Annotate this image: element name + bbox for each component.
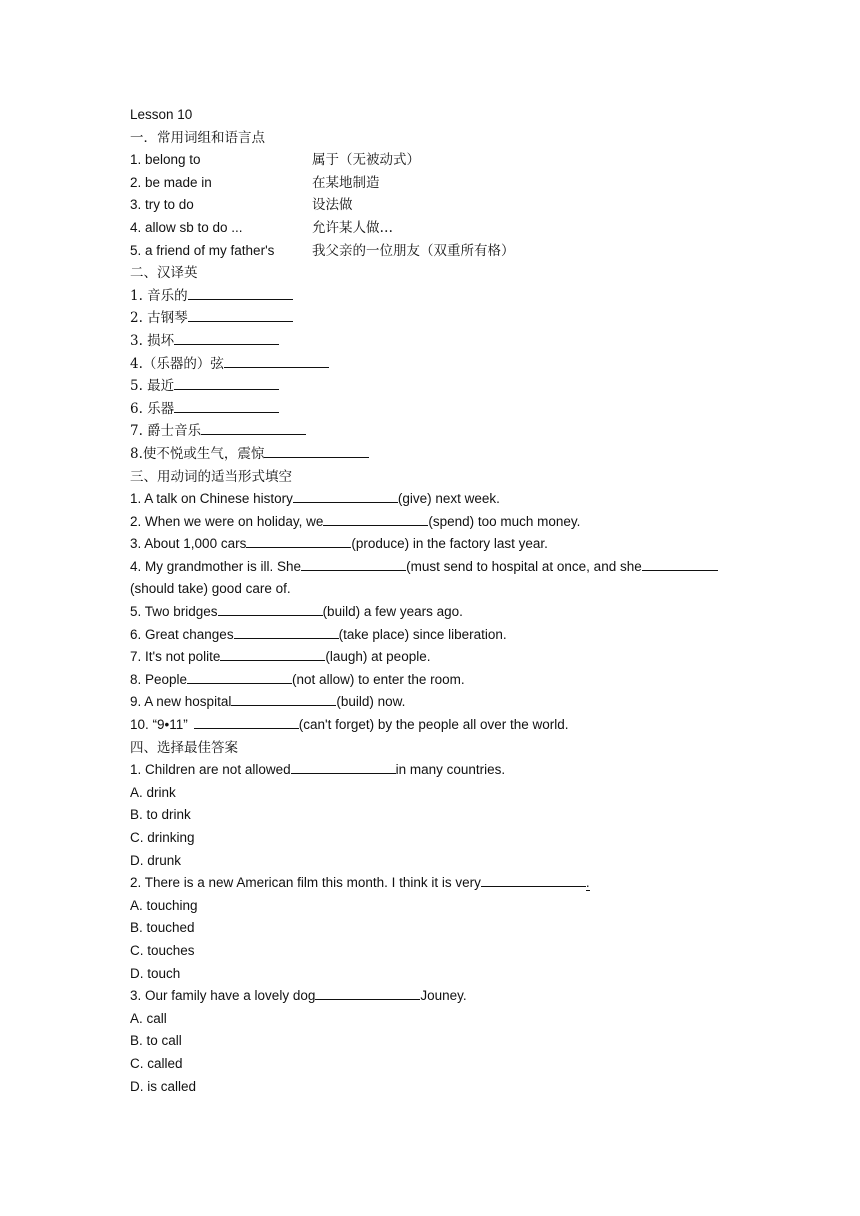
section1-heading: 一．常用词组和语言点 (130, 129, 265, 146)
translation-item (130, 375, 770, 398)
choice-option[interactable]: C. drinking (130, 830, 195, 845)
choice-option[interactable]: A. touching (130, 897, 198, 913)
answer-blank[interactable] (174, 375, 279, 390)
choice-option[interactable]: A. call (130, 1010, 167, 1026)
fill-question (130, 691, 770, 714)
choice-question (130, 985, 770, 1008)
choice-option[interactable]: C. touches (130, 942, 195, 958)
question-text: (spend) too much money. (428, 513, 581, 529)
answer-blank[interactable] (201, 420, 306, 435)
answer-blank[interactable] (218, 601, 323, 616)
translation-prompt: 3. 损坏 (130, 332, 175, 349)
phrase-row (130, 194, 770, 217)
choice-question (130, 759, 770, 782)
answer-blank[interactable] (174, 398, 279, 413)
answer-blank[interactable] (234, 624, 339, 639)
question-text: 5. Two bridges (130, 604, 218, 620)
phrase-meaning: 设法做 (312, 197, 353, 214)
phrase-meaning: 我父亲的一位朋友（双重所有格） (312, 242, 515, 259)
answer-blank[interactable] (481, 872, 586, 887)
choice-option[interactable]: D. drunk (130, 852, 182, 868)
fill-question (130, 488, 770, 511)
question-text: 2. There is a new American film this month. I think it is very (130, 875, 481, 891)
translation-prompt: 6. 乐器 (130, 400, 175, 417)
question-text: in many countries. (395, 762, 506, 778)
choice-option[interactable]: B. to call (130, 1033, 182, 1049)
translation-item (130, 330, 770, 353)
translation-item (130, 398, 770, 421)
question-text: 7. It's not polite (130, 649, 221, 665)
question-text: (give) next week. (397, 491, 500, 507)
translation-prompt: 2. 古钢琴 (130, 310, 188, 327)
choice-option[interactable]: C. called (130, 1055, 183, 1071)
phrase-row (130, 149, 770, 172)
question-text: (can't forget) by the people all over the world. (298, 717, 569, 733)
choice-option[interactable]: D. is called (130, 1078, 197, 1094)
fill-question (130, 714, 770, 737)
lesson-title: Lesson 10 (130, 107, 193, 122)
question-text: 3. About 1,000 cars (130, 536, 247, 552)
answer-blank[interactable] (323, 511, 428, 526)
question-text: (should take) good care of. (130, 581, 291, 597)
worksheet (130, 104, 770, 1098)
section3-heading: 三、用动词的适当形式填空 (130, 468, 292, 485)
question-text: 3. Our family have a lovely dog (130, 988, 316, 1004)
question-text: (produce) in the factory last year. (351, 536, 548, 552)
phrase-term: 5. a friend of my father's (130, 242, 275, 258)
section4-heading: 四、选择最佳答案 (130, 739, 238, 756)
fill-question (130, 646, 770, 669)
question-text: 8. People (130, 671, 188, 687)
phrase-term: 2. be made in (130, 174, 212, 190)
translation-prompt: 5. 最近 (130, 378, 175, 395)
answer-blank[interactable] (315, 985, 420, 1000)
answer-blank[interactable] (301, 556, 406, 571)
answer-blank[interactable] (293, 488, 398, 503)
question-text: 10. “9•11” (130, 717, 188, 733)
fill-question-continued (130, 578, 770, 601)
translation-prompt: 4.（乐器的）弦 (130, 355, 224, 372)
phrase-row (130, 217, 770, 240)
answer-blank[interactable] (174, 330, 279, 345)
question-text: (build) now. (336, 694, 406, 710)
fill-question (130, 511, 770, 534)
question-text: (take place) since liberation. (338, 626, 507, 642)
question-text: Jouney. (420, 988, 467, 1004)
answer-blank[interactable] (188, 307, 293, 322)
phrase-meaning: 允许某人做… (312, 219, 393, 236)
choice-option[interactable]: B. to drink (130, 807, 191, 823)
question-text: (not allow) to enter the room. (292, 671, 465, 687)
section2-heading: 二、汉译英 (130, 265, 198, 282)
answer-blank[interactable] (224, 353, 329, 368)
answer-blank[interactable] (231, 691, 336, 706)
answer-blank[interactable] (188, 285, 293, 300)
question-text: 1. A talk on Chinese history (130, 491, 293, 507)
phrase-term: 3. try to do (130, 197, 194, 213)
translation-prompt: 7. 爵士音乐 (130, 423, 202, 440)
answer-blank[interactable] (291, 759, 396, 774)
translation-item (130, 353, 770, 376)
translation-prompt: 8.使不悦或生气，震惊 (130, 445, 265, 462)
answer-blank[interactable] (194, 714, 299, 729)
phrase-row (130, 172, 770, 195)
question-text: 4. My grandmother is ill. She (130, 558, 302, 574)
phrase-meaning: 在某地制造 (312, 174, 380, 191)
answer-blank[interactable] (187, 669, 292, 684)
question-text: 2. When we were on holiday, we (130, 513, 324, 529)
translation-prompt: 1. 音乐的 (130, 287, 188, 304)
choice-option[interactable]: A. drink (130, 784, 176, 800)
fill-question (130, 533, 770, 556)
question-text: (laugh) at people. (325, 649, 431, 665)
question-text: 6. Great changes (130, 626, 234, 642)
answer-blank[interactable] (642, 556, 718, 571)
question-text: (build) a few years ago. (322, 604, 463, 620)
translation-item (130, 285, 770, 308)
fill-question (130, 624, 770, 647)
phrase-meaning: 属于（无被动式） (312, 152, 420, 169)
phrase-row (130, 240, 770, 263)
translation-item (130, 420, 770, 443)
question-text: (must send to hospital at once, and she (406, 558, 642, 574)
fill-question (130, 556, 770, 579)
answer-blank[interactable] (246, 533, 351, 548)
choice-option[interactable]: B. touched (130, 920, 195, 936)
question-text: . (585, 875, 590, 891)
question-text: 1. Children are not allowed (130, 762, 291, 778)
question-text: 9. A new hospital (130, 694, 232, 710)
answer-blank[interactable] (220, 646, 325, 661)
choice-option[interactable]: D. touch (130, 965, 181, 981)
fill-question (130, 669, 770, 692)
choice-question (130, 872, 770, 895)
fill-question (130, 601, 770, 624)
answer-blank[interactable] (264, 443, 369, 458)
translation-item (130, 307, 770, 330)
translation-item (130, 443, 770, 466)
phrase-term: 4. allow sb to do ... (130, 219, 243, 235)
phrase-term: 1. belong to (130, 152, 201, 168)
